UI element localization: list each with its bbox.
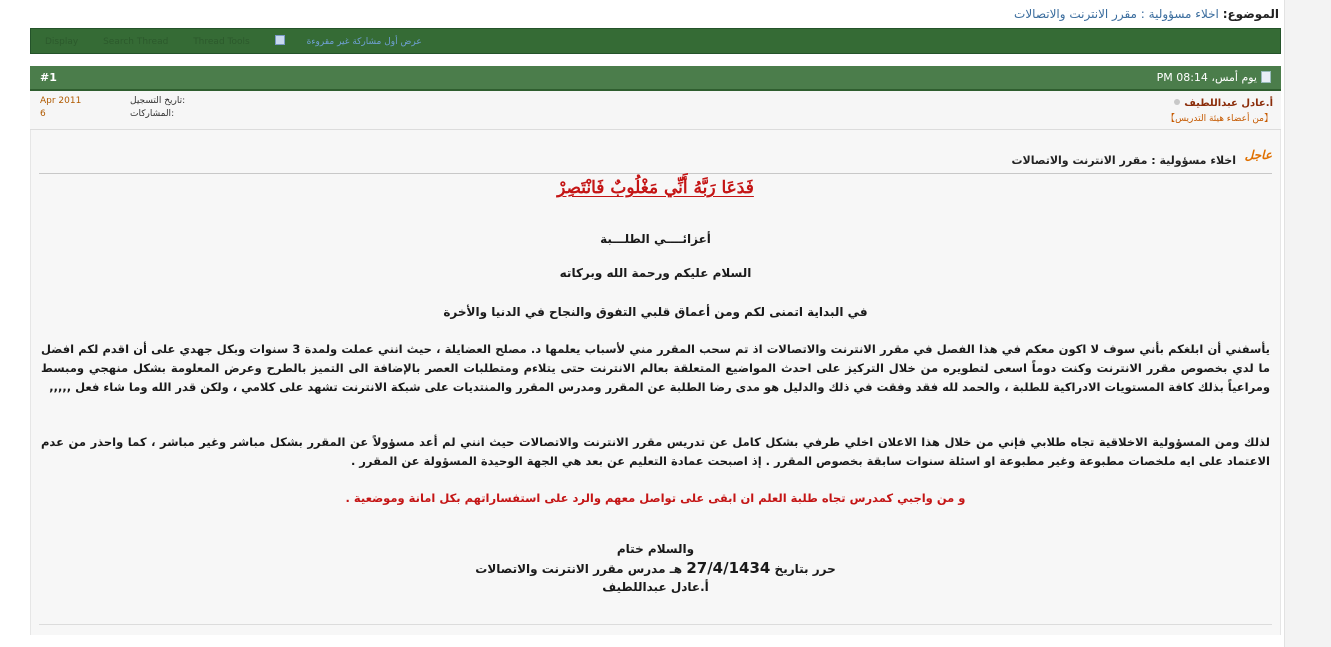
user-block <box>1166 98 1273 124</box>
first-unread-icon <box>275 35 285 45</box>
subject-divider <box>39 173 1272 174</box>
post-date <box>1157 71 1271 84</box>
signature: أ.عادل عبداللطيف <box>602 580 709 594</box>
user-info-bar <box>30 91 1281 130</box>
topic-line <box>30 0 1281 28</box>
urgent-prefix: عاجل <box>1244 148 1272 162</box>
greeting-salam: السلام عليكم ورحمة الله وبركاته <box>559 266 752 280</box>
user-stats <box>40 95 185 121</box>
thread-toolbar <box>30 28 1281 54</box>
post-subject: اخلاء مسؤولية : مقرر الانترنت والاتصالات <box>1011 154 1236 167</box>
join-date-value: Apr 2011 <box>40 96 82 106</box>
post-count-label: المشاركات: <box>130 109 175 119</box>
greeting-students: أعزائــــي الطلـــبة <box>600 232 711 246</box>
post-number-link[interactable]: #1 <box>40 71 57 84</box>
signature-divider <box>39 624 1272 625</box>
post-document-icon <box>1261 71 1271 83</box>
post-date-text: يوم أمس، 08:14 PM <box>1156 71 1257 84</box>
intro-wishes: في البداية اتمنى لكم ومن أعماق قلبي التفوق والنجاح في الدنيا والأخرة <box>443 305 868 319</box>
page-scrollbar[interactable] <box>1284 0 1331 647</box>
username-link[interactable]: أ.عادل عبداللطيف <box>1184 98 1273 109</box>
written-prefix: حرر بتاريخ <box>774 562 836 576</box>
first-unread-link[interactable]: عرض أول مشاركة غير مقروءة <box>306 37 422 47</box>
user-title: 【من أعضاء هيئة التدريس】 <box>1166 114 1273 124</box>
paragraph-regret: يأسفني أن ابلغكم بأني سوف لا اكون معكم في هذا الفصل في مقرر الانترنت والاتصالات اذ تم سحب المقرر مني لأسباب يعلمها د. مصلح العضايلة ، حيث انني عملت ولمدة 3 سنوات وبكل جهدي على أن اقدم لكم افضل ما لدي بخصوص مقرر الانترنت وكنت دوماً اسعى لتطويره من خلال التركيز على احدث المواضيع المتعلقة بعالم الانترنت حتى يتلاءم ومتطلبات العصر بالإضافة الى التميز بالطرح وعرض المعلومة بشكل منهجي ومبسط ومراعياً بذلك كافة المستويات الادراكية للطلبة ، والحمد لله فقد وفقت في ذلك والدليل هو مدى رضا الطلبة عن المقرر ومدرس المقرر والمنتديات على شبكة الانترنت تشهد على كلامي ، ولكن قدر الله وما شاء فعل ,,,,, <box>41 342 1270 394</box>
closing-line: والسلام ختام <box>616 542 695 556</box>
written-date-line <box>31 559 1280 577</box>
offline-status-icon <box>1174 99 1180 105</box>
written-suffix: هـ مدرس مقرر الانترنت والاتصالات <box>475 562 683 576</box>
paragraph-commitment: و من واجبي كمدرس تجاه طلبة العلم ان ابقى على تواصل معهم والرد على استفساراتهم بكل امانة وموضعية . <box>345 491 966 505</box>
toolbar-buttons <box>45 35 444 47</box>
quran-verse: فَدَعَا رَبَّهُ أَنِّي مَغْلُوبٌ فَانْتَصِرْ <box>557 178 754 198</box>
search-thread-button[interactable]: Search Thread <box>103 37 169 47</box>
thread-tools-button[interactable]: Thread Tools <box>193 37 250 47</box>
display-menu-button[interactable]: Display <box>45 37 79 47</box>
written-date: 27/4/1434 <box>686 559 771 577</box>
post-count-value: 6 <box>40 109 46 119</box>
paragraph-disclaimer: لذلك ومن المسؤولية الاخلاقية تجاه طلابي فإني من خلال هذا الاعلان اخلي طرفي بشكل كامل عن تدريس مقرر الانترنت والاتصالات حيث انني لم أعد مسؤولاً عن المقرر بشكل مباشر وغير مباشر ، كما واحذر من عدم الاعتماد على ايه ملخصات مطبوعة وغير مطبوعة او اسئلة سنوات سابقة بخصوص المقرر . إذ اصبحت عمادة التعليم عن بعد هي الجهة الوحيدة المسؤولة عن المقرر . <box>41 435 1270 468</box>
join-date-label: تاريخ التسجيل: <box>130 96 186 106</box>
post-header <box>30 66 1281 91</box>
thread-view <box>30 0 1281 635</box>
topic-label: الموضوع: <box>1222 7 1279 21</box>
topic-title-link[interactable]: اخلاء مسؤولية : مقرر الانترنت والاتصالات <box>1014 7 1219 21</box>
post-body <box>30 130 1281 635</box>
